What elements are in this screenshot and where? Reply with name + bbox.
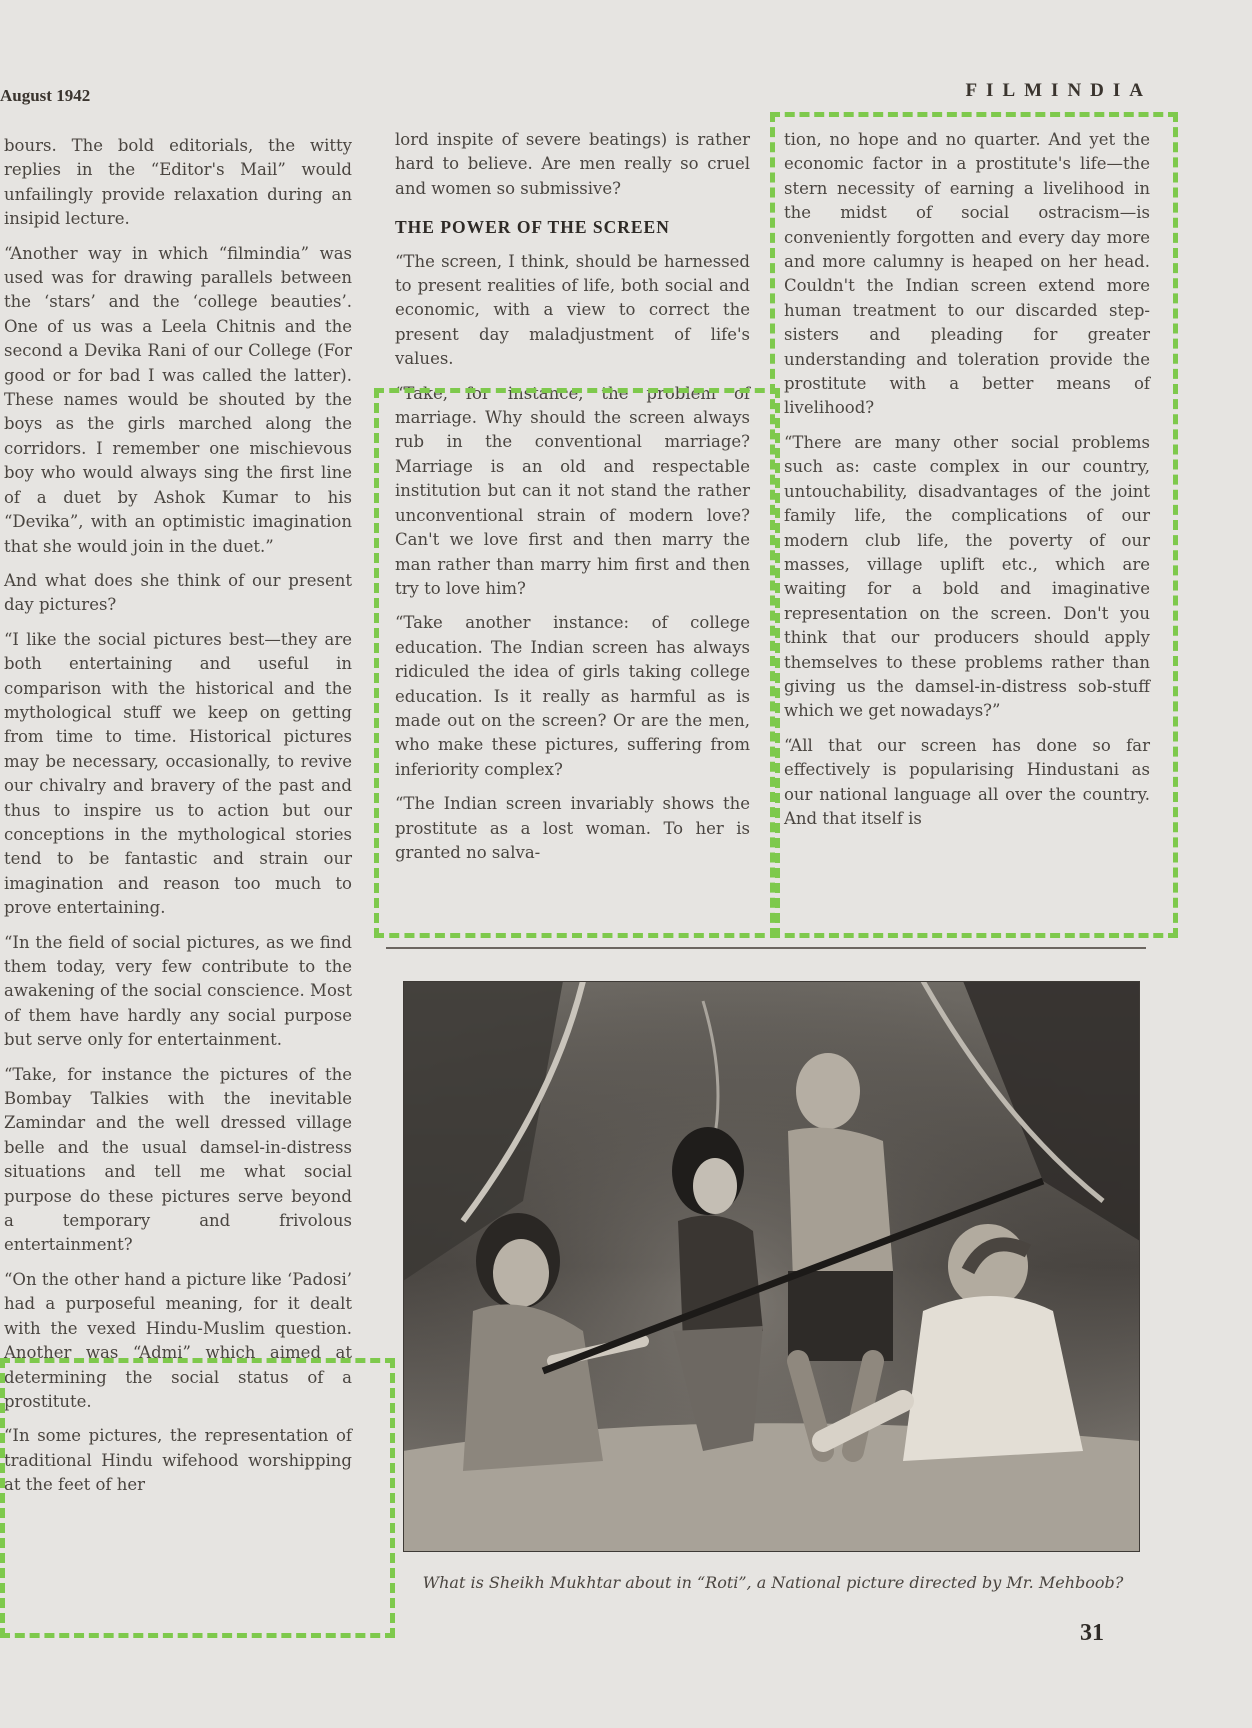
photo-caption: What is Sheikh Mukhtar about in “Roti”, a National picture directed by Mr. Mehboob? bbox=[422, 1573, 1124, 1592]
paragraph: “Take, for instance, the problem of marriage. Why should the screen always rub in the conventional marriage? Marriage is an old and respectable institution but can it not stand the rather unconventional strain of modern love? Can't we love first and then marry the man rather than marry him first and then try to love him? bbox=[395, 383, 750, 598]
section-heading: THE POWER OF THE SCREEN bbox=[395, 217, 670, 238]
paragraph: “Another way in which “filmindia” was used was for drawing parallels between the ‘stars’ and the ‘college beauties’. One of us was a Leela Chitnis and the second a Devika Rani of our College (For good or for bad I was called the latter). These names would be shouted by the boys as the girls marched along the corridors. I remember one mischievous boy who would always sing the first line of a duet by Ashok Kumar to his “Devika”, with an optimistic imagination that she would join in the duet.” bbox=[4, 243, 352, 556]
paragraph: “I like the social pictures best—they are both entertaining and useful in comparison with the historical and the mythological stuff we keep on getting from time to time. Historical pictures may be necessary, occasionally, to revive our chivalry and bravery of the past and thus to inspire us to action but our conceptions in the mythological stories tend to be fantastic and strain our imagination and reason too much to prove entertaining. bbox=[4, 629, 352, 918]
article-column-1 bbox=[4, 134, 352, 1508]
paragraph: “There are many other social problems such as: caste complex in our country, untouchability, disadvantages of the joint family life, the complications of our modern club life, the poverty of our masses, village uplift etc., which are waiting for a bold and imaginative representation on the screen. Don't you think that our producers should apply themselves to these problems rather than giving us the damsel-in-distress sob-stuff which we get nowadays?” bbox=[784, 432, 1150, 721]
paragraph: lord inspite of severe beatings) is rather hard to believe. Are men really so cruel and women so submissive? bbox=[395, 130, 750, 198]
paragraph: “The screen, I think, should be harnessed to present realities of life, both social and economic, with a view to correct the present day maladjustment of life's values. bbox=[395, 251, 750, 369]
paragraph: “In some pictures, the representation of traditional Hindu wifehood worshipping at the feet of her bbox=[4, 1426, 352, 1495]
issue-date: August 1942 bbox=[0, 86, 91, 105]
paragraph: “On the other hand a picture like ‘Padosi’ had a purposeful meaning, for it dealt with the vexed Hindu-Muslim question. Another was “Admi” which aimed at determining the social status of a prostitute. bbox=[4, 1269, 352, 1411]
article-column-2 bbox=[395, 128, 750, 875]
magazine-title: FILMINDIA bbox=[965, 80, 1152, 101]
paragraph: tion, no hope and no quarter. And yet the economic factor in a prostitute's life—the stern necessity of earning a livelihood in the midst of social ostracism—is conveniently forgotten and every day more and more calumny is heaped on her head. Couldn't the Indian screen extend more human treatment to our discarded step-sisters and pleading for greater understanding and toleration provide the prostitute with a better means of livelihood? bbox=[784, 130, 1150, 418]
paragraph: “Take another instance: of college education. The Indian screen has always ridiculed the idea of girls taking college education. Is it really as harmful as is made out on the screen? Or are the men, who make these pictures, suffering from inferiority complex? bbox=[395, 613, 750, 779]
paragraph: “Take, for instance the pictures of the Bombay Talkies with the inevitable Zamindar and the well dressed village belle and the usual damsel-in-distress situations and tell me what social purpose do these pictures serve beyond a temporary and frivolous entertainment? bbox=[4, 1064, 352, 1255]
article-column-3 bbox=[784, 128, 1150, 841]
paragraph: And what does she think of our present day pictures? bbox=[4, 570, 352, 615]
page-number: 31 bbox=[1080, 1620, 1104, 1646]
paragraph: “All that our screen has done so far effectively is popularising Hindustani as our national language all over the country. And that itself is bbox=[784, 735, 1150, 828]
horizontal-rule bbox=[386, 947, 1146, 949]
film-still-photo bbox=[403, 981, 1140, 1552]
paragraph: bours. The bold editorials, the witty replies in the “Editor's Mail” would unfailingly provide relaxation during an insipid lecture. bbox=[4, 136, 352, 229]
paragraph: “In the field of social pictures, as we find them today, very few contribute to the awakening of the social conscience. Most of them have hardly any social purpose but serve only for entertainment. bbox=[4, 932, 352, 1050]
paragraph: “The Indian screen invariably shows the prostitute as a lost woman. To her is granted no salva- bbox=[395, 794, 750, 862]
